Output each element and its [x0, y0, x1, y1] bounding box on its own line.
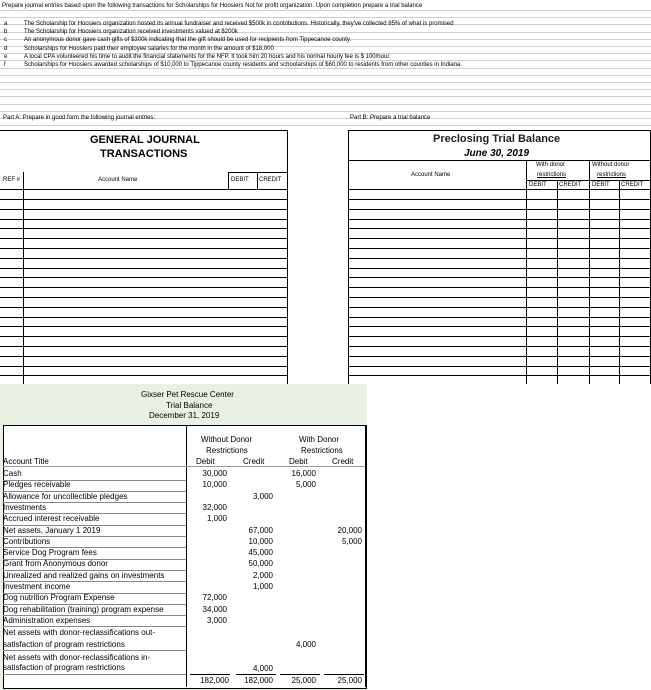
col-debit-header: DEBIT [231, 177, 249, 183]
transaction-letter: b [4, 29, 8, 36]
tb-reclass-out-w-debit: 4,000 [295, 640, 316, 649]
tb-wo-header-2: Restrictions [206, 446, 248, 455]
tb-row-wo-debit: 1,000 [206, 514, 227, 524]
tb-row-account: Investments [3, 502, 47, 512]
transaction-letter: c [4, 37, 7, 44]
tb-date: December 31, 2019 [149, 411, 220, 420]
tb-w-header-2: Restrictions [301, 446, 343, 455]
tb-row-account: Administration expenses [3, 615, 91, 625]
transaction-text: Scholarships for Hoosiers paid their employee salaries for the month in the amount of $18,000 [24, 45, 274, 52]
part-b-label: Part B: Prepare a trial balance [350, 115, 431, 121]
tb-row-account: Accrued interest receivable [3, 514, 100, 524]
pb-with-donor-2: restrictions [537, 172, 567, 178]
tb-col-wo-credit: Credit [243, 457, 265, 466]
journal-subtitle: TRANSACTIONS [100, 148, 188, 160]
tb-title: Trial Balance [166, 401, 213, 410]
transaction-letter: a [4, 21, 8, 27]
tb-row-wo-debit: 30,000 [202, 469, 227, 478]
transaction-text: An anonymous donor gave cash gifts of $300k indicating that the gift should be used for recipients from Tippecanoe county. [24, 37, 352, 44]
tb-row-account: Pledges receivable [3, 480, 71, 490]
tb-total-w-debit: 25,000 [291, 676, 316, 685]
pb-with-donor-1: With donor [536, 162, 566, 168]
part-a-label: Part A: Prepare in good form the following journal entries: [3, 115, 156, 121]
tb-row-account: Contributions [3, 536, 51, 546]
pb-without-donor-1: Without donor [592, 162, 630, 168]
tb-row-w-debit: 16,000 [291, 469, 316, 478]
pb-with-credit: CREDIT [559, 182, 582, 188]
tb-col-w-credit: Credit [332, 457, 354, 466]
tb-row-account: Investment income [3, 582, 71, 591]
tb-row-account: Unrealized and realized gains on investments [3, 570, 165, 580]
tb-col-w-debit: Debit [289, 457, 308, 466]
tb-total-wo-credit: 182,000 [244, 676, 273, 685]
transaction-text: Scholarships for Hoosiers awarded scholarships of $10,000 to Tippecanoe county residents and schoolarships of $60,000 to residents from other counties in Indiana. [24, 62, 462, 68]
tb-reclass-in-2: satisfaction of program restrictions [3, 663, 125, 672]
tb-col-account: Account Title [3, 457, 49, 466]
pb-without-donor-2: restrictions [597, 172, 627, 178]
tb-row-wo-debit: 32,000 [202, 502, 227, 512]
transaction-letter: f [4, 62, 6, 68]
tb-wo-header-1: Without Donor [201, 435, 253, 444]
pb-col-account-header: Account Name [411, 172, 451, 178]
tb-row-wo-credit: 45,000 [248, 548, 273, 558]
tb-col-wo-debit: Debit [196, 457, 215, 466]
tb-row-wo-debit: 34,000 [202, 604, 227, 614]
preclosing-date: June 30, 2019 [464, 148, 530, 159]
preclosing-title: Preclosing Trial Balance [433, 133, 561, 145]
transaction-letter: d [4, 45, 8, 52]
tb-row-wo-credit: 2,000 [252, 570, 273, 580]
tb-row-wo-debit: 3,000 [206, 615, 227, 625]
col-ref-header: REF # [3, 177, 21, 183]
pb-without-debit: DEBIT [592, 182, 610, 188]
tb-row-wo-credit: 3,000 [252, 491, 273, 501]
tb-org: Gixser Pet Rescue Center [141, 390, 234, 399]
tb-reclass-out-1: Net assets with donor-reclassifications out- [3, 628, 156, 637]
tb-row-wo-debit: 72,000 [202, 593, 227, 603]
tb-row-account: Allowance for uncollectible pledges [3, 491, 128, 501]
transaction-letter: e [4, 53, 8, 60]
tb-row-w-debit: 5,000 [295, 480, 316, 490]
tb-reclass-in-wo-credit: 4,000 [252, 664, 273, 673]
tb-total-wo-debit: 182,000 [200, 676, 229, 685]
journal-title: GENERAL JOURNAL [90, 134, 200, 146]
tb-row-account: Service Dog Program fees [3, 548, 97, 558]
tb-w-header-1: With Donor [299, 435, 340, 444]
tb-row-account: Dog rehabilitation (training) program expense [3, 604, 164, 614]
tb-total-w-credit: 25,000 [337, 676, 362, 685]
tb-row-account: Cash [3, 469, 22, 478]
tb-row-wo-credit: 67,000 [248, 525, 273, 535]
tb-row-account: Grant from Anonymous donor [3, 559, 108, 569]
tb-row-account: Net assets, January 1 2019 [3, 525, 101, 535]
pb-with-debit: DEBIT [529, 182, 547, 188]
col-account-header: Account Name [98, 177, 138, 183]
instructions-text: Prepare journal entries based upon the following transactions for Scholarships for Hoosiers Not for profit organization. Upon completion prepare a trial balance [2, 3, 423, 9]
tb-row-w-credit: 5,000 [341, 536, 362, 546]
pb-without-credit: CREDIT [621, 182, 644, 188]
tb-row-account: Dog nutrition Program Expense [3, 593, 115, 603]
tb-row-wo-debit: 10,000 [202, 480, 227, 490]
col-credit-header: CREDIT [259, 177, 282, 183]
tb-row-wo-credit: 1,000 [252, 582, 273, 591]
transaction-text: The Scholarship for Hoosiers organization received investments valued at $200k [24, 29, 238, 36]
transaction-text: The Scholarship for Hoosiers organization hosted its annual fundraiser and received $500k in contributions. Historically, they've collected 85% of what is promised [24, 21, 454, 27]
tb-reclass-out-2: satisfaction of program restrictions [3, 640, 125, 649]
transaction-text: A local CPA volunteered his time to audit the financial statements for the NFP. It took him 20 hours and his normal hourly fee is $ 100/hour. [24, 53, 391, 60]
tb-reclass-in-1: Net assets with donor-reclassifications in- [3, 653, 151, 662]
tb-row-wo-credit: 10,000 [248, 536, 273, 546]
tb-row-wo-credit: 50,000 [248, 559, 273, 569]
tb-row-w-credit: 20,000 [337, 525, 362, 535]
